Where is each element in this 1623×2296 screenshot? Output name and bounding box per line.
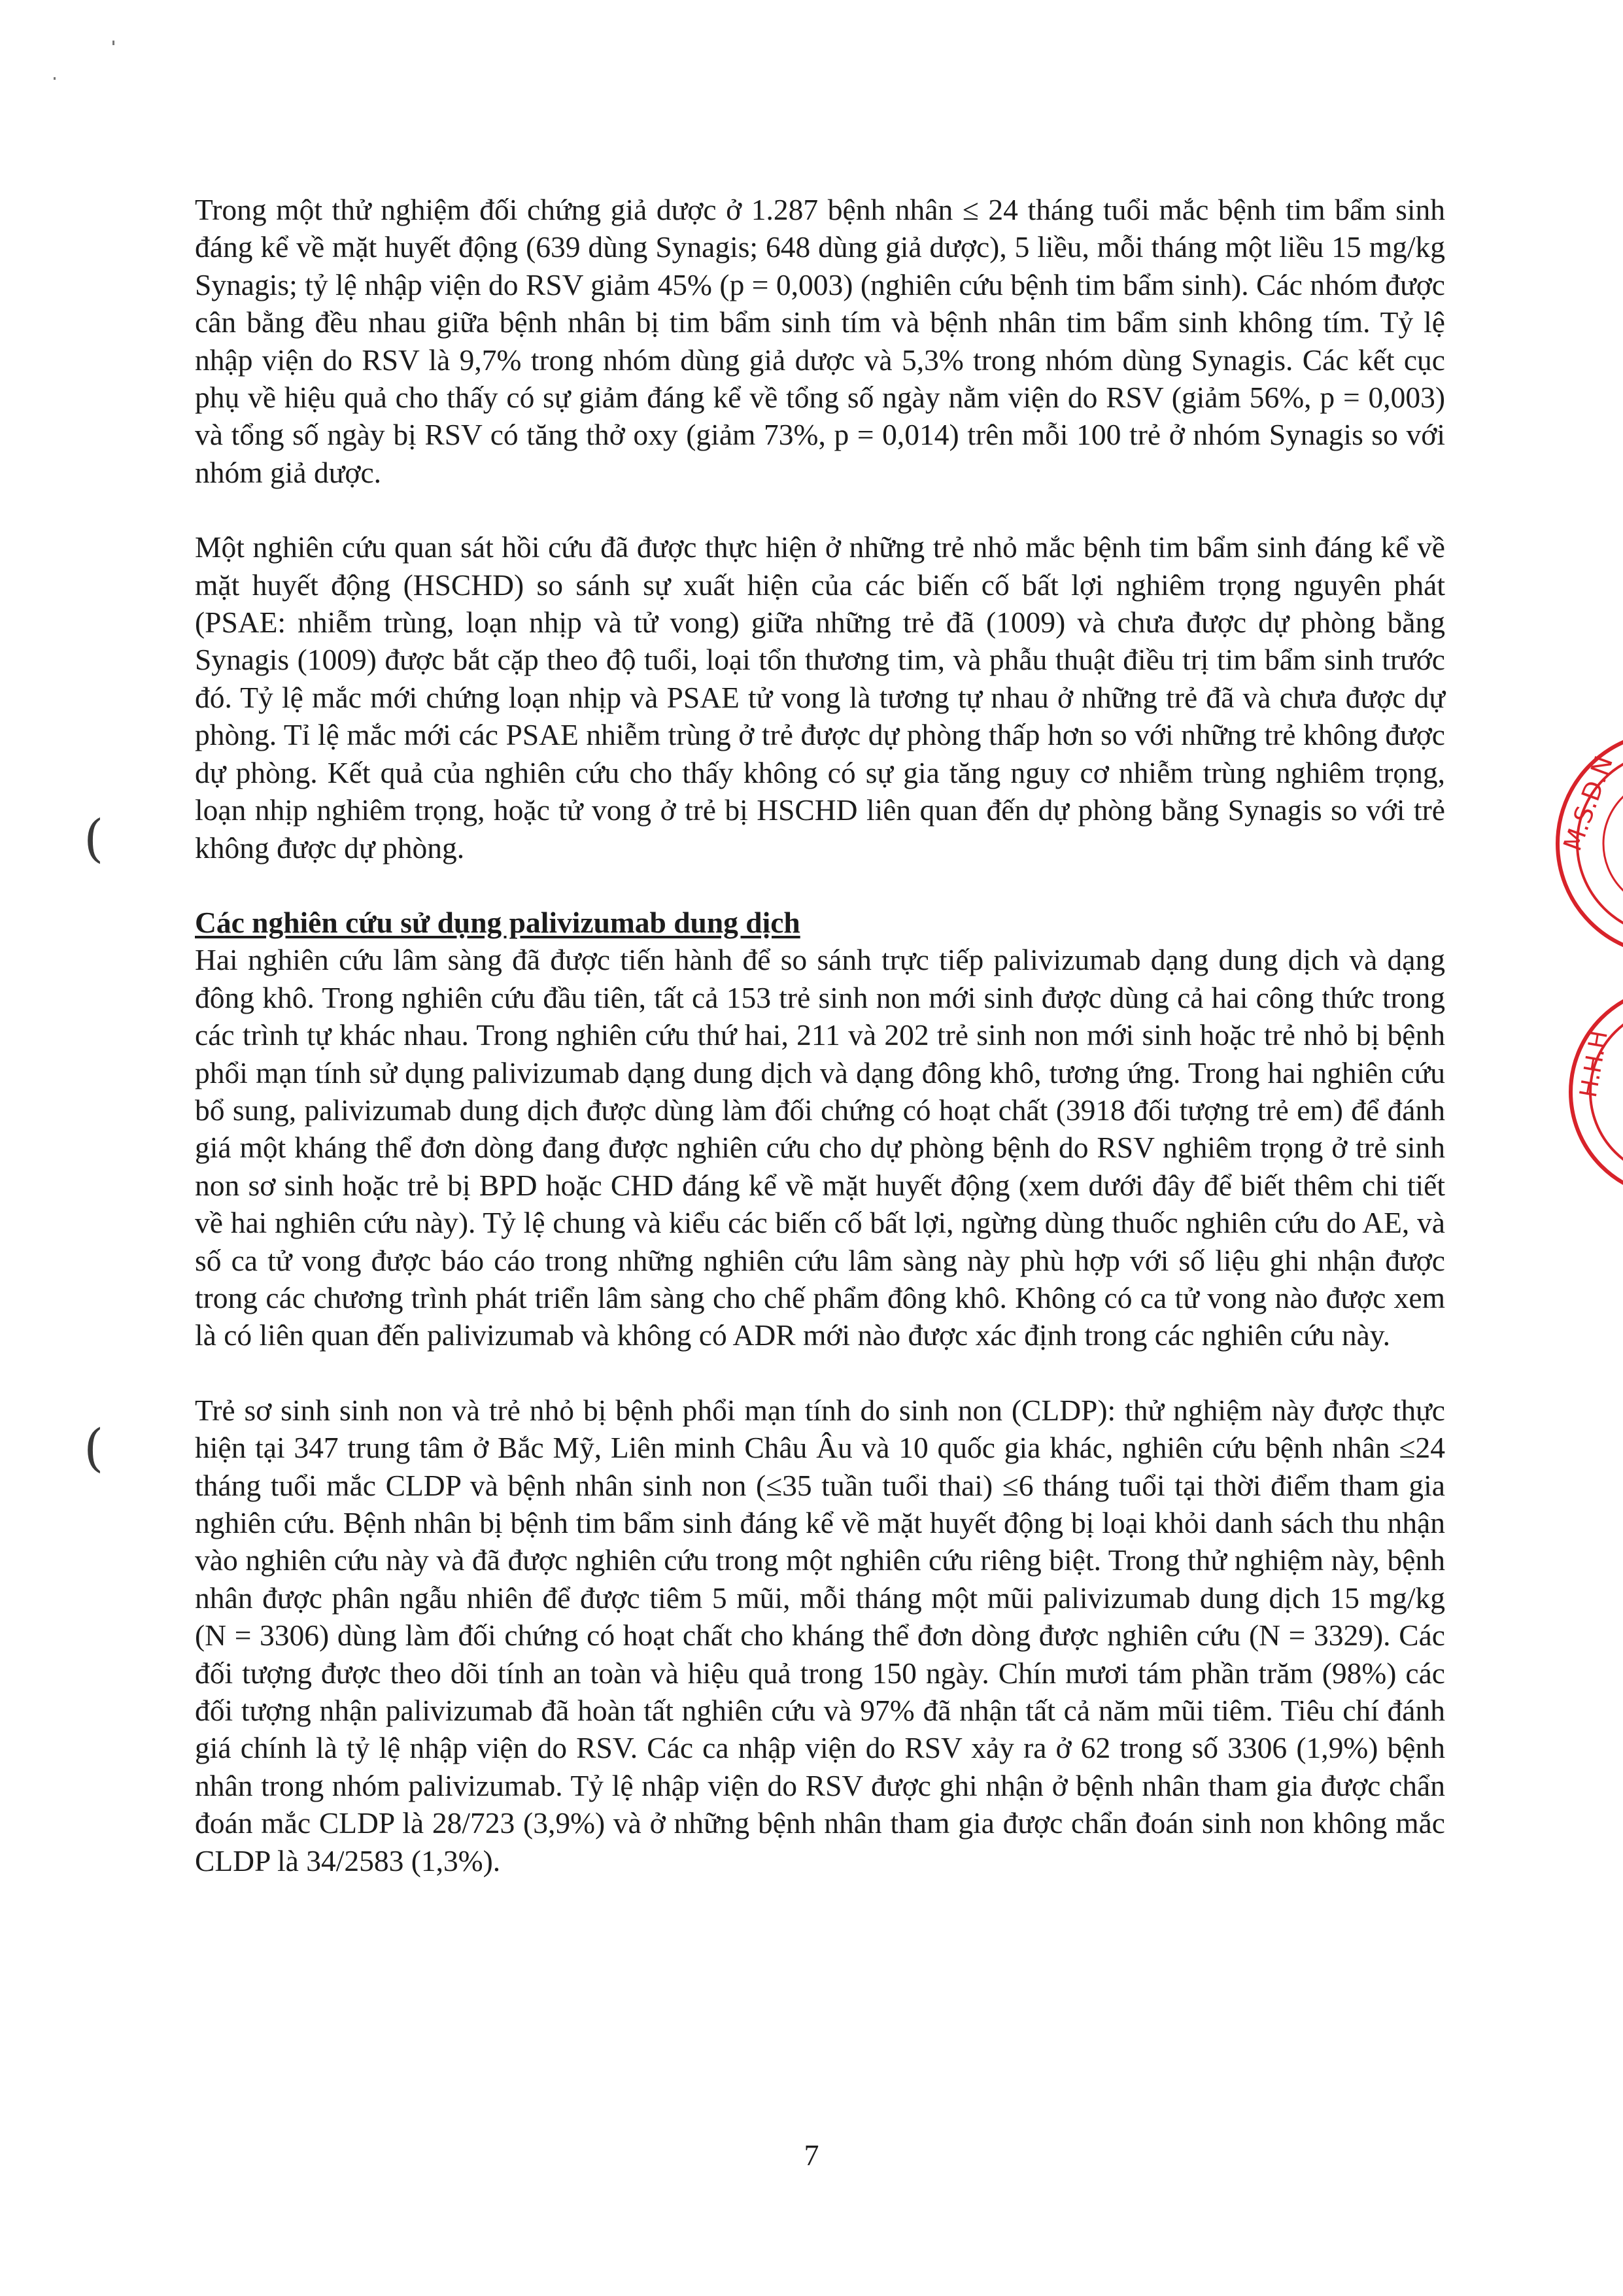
- paragraph-cldp-trial: Trẻ sơ sinh sinh non và trẻ nhỏ bị bệnh phổi mạn tính do sinh non (CLDP): thử nghiệm này được thực hiện tại 347 trung tâm ở Bắc Mỹ, Liên minh Châu Âu và 10 quốc gia khác, nghiên cứu bệnh nhân ≤24 tháng tuổi mắc CLDP và bệnh nhân sinh non (≤35 tuần tuổi thai) ≤6 tháng tuổi tại thời điểm tham gia nghiên cứu. Bệnh nhân bị bệnh tim bẩm sinh đáng kể về mặt huyết động bị loại khỏi danh sách thu nhận vào nghiên cứu này và đã được nghiên cứu trong một nghiên cứu riêng biệt. Trong thử nghiệm này, bệnh nhân được phân ngẫu nhiên để được tiêm 5 mũi, mỗi tháng một mũi palivizumab dung dịch 15 mg/kg (N = 3306) dùng làm đối chứng có hoạt chất cho kháng thể đơn dòng được nghiên cứu (N = 3329). Các đối tượng được theo dõi tính an toàn và hiệu quả trong 150 ngày. Chín mươi tám phần trăm (98%) các đối tượng nhận palivizumab đã hoàn tất nghiên cứu và 97% đã nhận tất cả năm mũi tiêm. Tiêu chí đánh giá chính là tỷ lệ nhập viện do RSV. Các ca nhập viện do RSV xảy ra ở 62 trong số 3306 (1,9%) bệnh nhân trong nhóm palivizumab. Tỷ lệ nhập viện do RSV được ghi nhận ở bệnh nhân tham gia được chẩn đoán mắc CLDP là 28/723 (3,9%) và ở những bệnh nhân tham gia được chẩn đoán sinh non không mắc CLDP là 34/2583 (1,3%).: [195, 1393, 1445, 1877]
- paragraph-solution-studies: Hai nghiên cứu lâm sàng đã được tiến hành để so sánh trực tiếp palivizumab dạng dung dịch và dạng đông khô. Trong nghiên cứu đầu tiên, tất cả 153 trẻ sinh non mới sinh được dùng cả hai công thức trong các trình tự khác nhau. Trong nghiên cứu thứ hai, 211 và 202 trẻ sinh non mới sinh hoặc trẻ nhỏ bị bệnh phổi mạn tính sử dụng palivizumab dạng dung dịch và dạng đông khô, tương ứng. Trong hai nghiên cứu bổ sung, palivizumab dung dịch được dùng làm đối chứng có hoạt chất (3918 đối tượng trẻ em) để đánh giá một kháng thể đơn dòng đang được nghiên cứu cho dự phòng bệnh do RSV nghiêm trọng ở trẻ sinh non sơ sinh hoặc trẻ bị BPD hoặc CHD đáng kể về mặt huyết động (xem dưới đây để biết thêm chi tiết về hai nghiên cứu này). Tỷ lệ chung và kiểu các biến cố bất lợi, ngừng dùng thuốc nghiên cứu do AE, và số ca tử vong được báo cáo trong những nghiên cứu lâm sàng này phù hợp với số liệu ghi nhận được trong các chương trình phát triển lâm sàng cho chế phẩm đông khô. Không có ca tử vong nào được xem là có liên quan đến palivizumab và không có ADR mới nào được xác định trong các nghiên cứu này.: [195, 943, 1445, 1352]
- page-number: 7: [804, 2138, 819, 2172]
- paragraph-observational-study: Một nghiên cứu quan sát hồi cứu đã được thực hiện ở những trẻ nhỏ mắc bệnh tim bẩm sinh đáng kể về mặt huyết động (HSCHD) so sánh sự xuất hiện của các biến cố bất lợi nghiêm trọng nguyên phát (PSAE: nhiễm trùng, loạn nhịp và tử vong) giữa những trẻ đã (1009) và chưa được dự phòng bằng Synagis (1009) được bắt cặp theo độ tuổi, loại tổn thương tim, và phẫu thuật điều trị tim bẩm sinh trước đó. Tỷ lệ mắc mới chứng loạn nhịp và PSAE tử vong là tương tự nhau ở những trẻ đã và chưa được dự phòng. Tỉ lệ mắc mới các PSAE nhiễm trùng ở trẻ được dự phòng thấp hơn so với những trẻ không được dự phòng. Kết quả của nghiên cứu cho thấy không có sự gia tăng nguy cơ nhiễm trùng nghiêm trọng, loạn nhịp nghiêm trọng, hoặc tử vong ở trẻ bị HSCHD liên quan đến dự phòng bằng Synagis so với trẻ không được dự phòng.: [195, 530, 1445, 865]
- paragraph-congenital-heart-study: Trong một thử nghiệm đối chứng giả dược ở 1.287 bệnh nhân ≤ 24 tháng tuổi mắc bệnh tim bẩm sinh đáng kể về mặt huyết động (639 dùng Synagis; 648 dùng giả dược), 5 liều, mỗi tháng một liều 15 mg/kg Synagis; tỷ lệ nhập viện do RSV giảm 45% (p = 0,003) (nghiên cứu bệnh tim bẩm sinh). Các nhóm được cân bằng đều nhau giữa bệnh nhân bị tim bẩm sinh tím và bệnh nhân tim bẩm sinh không tím. Tỷ lệ nhập viện do RSV là 9,7% trong nhóm dùng giả dược và 5,3% trong nhóm dùng Synagis. Các kết cục phụ về hiệu quả cho thấy có sự giảm đáng kể về tổng số ngày nằm viện do RSV (giảm 56%, p = 0,003) và tổng số ngày bị RSV có tăng thở oxy (giảm 73%, p = 0,014) trên mỗi 100 trẻ ở nhóm Synagis so với nhóm giả dược.: [195, 193, 1445, 489]
- company-stamp-bottom: [1545, 987, 1623, 1197]
- margin-bracket-mark: (: [84, 810, 104, 868]
- stamp-lettering: H.H.H: [1575, 1029, 1613, 1100]
- document-body: [195, 191, 1445, 1879]
- margin-bracket-mark: (: [84, 1419, 104, 1478]
- scan-speck: [112, 41, 114, 45]
- scan-speck: [54, 77, 56, 80]
- company-stamp-top: [1545, 726, 1623, 961]
- section-heading: Các nghiên cứu sử dụng palivizumab dung dịch: [195, 905, 800, 939]
- stamp-lettering: M.S.D.N: [1558, 752, 1619, 855]
